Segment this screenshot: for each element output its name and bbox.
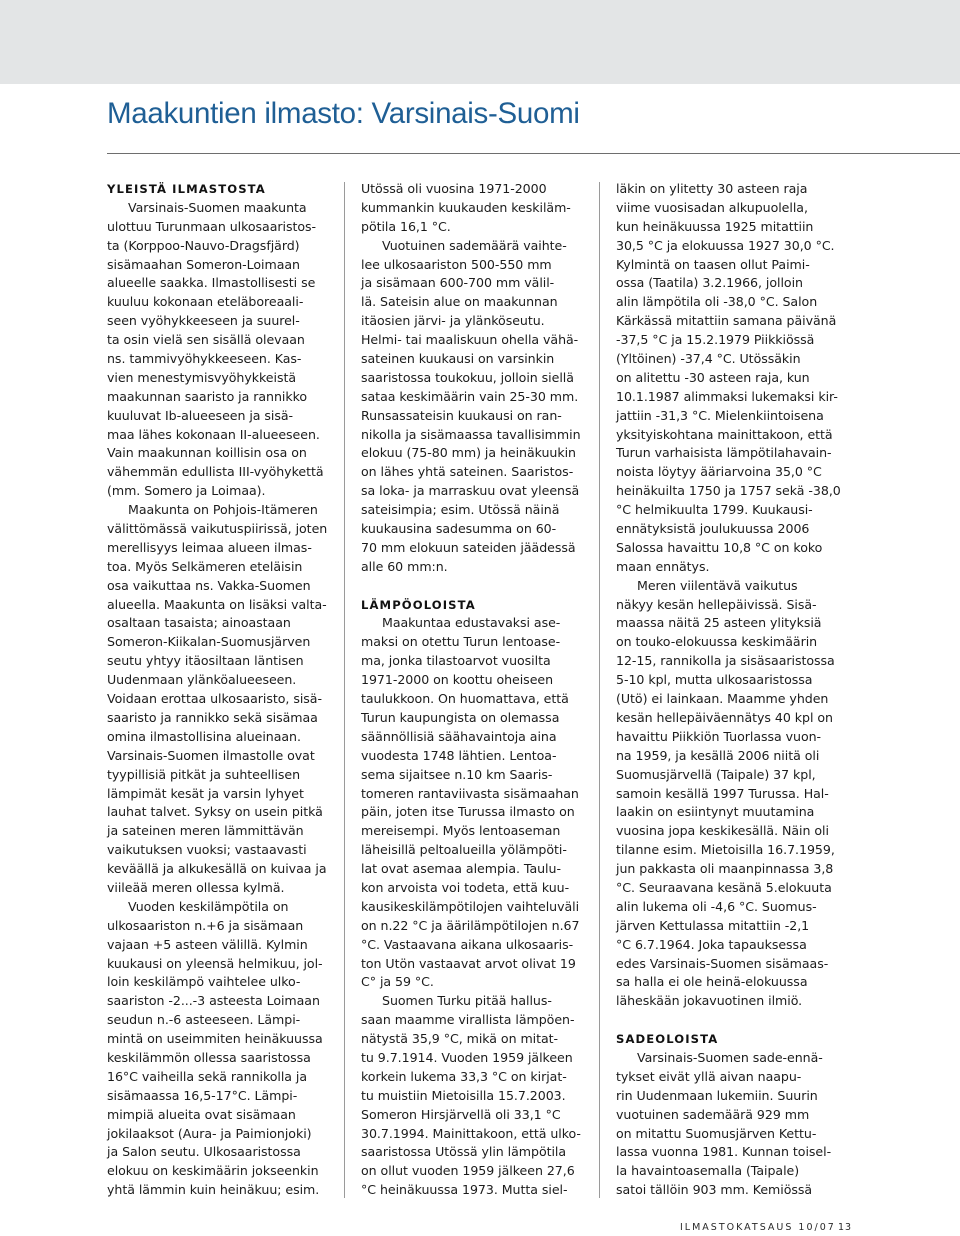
text-line: 1971-2000 on koottu oheiseen bbox=[361, 672, 554, 688]
text-line: lee ulkosaariston 500-550 mm bbox=[361, 256, 552, 272]
text-line: vaikutuksen vuoksi; vastaavasti bbox=[107, 842, 307, 858]
text-line: -37,5 °C ja 15.2.1979 Piikkiössä bbox=[616, 332, 815, 348]
text-line: Someron Hirsjärvellä oli 33,1 °C bbox=[361, 1106, 561, 1122]
text-line: sateinen kuukausi on varsinkin bbox=[361, 351, 555, 367]
text-line: keväällä ja alkukesällä on kuivaa ja bbox=[107, 861, 327, 877]
text-line: Helmi- tai maaliskuun ohella vähä- bbox=[361, 332, 579, 348]
text-line: kausikeskilämpötilojen vaihteluväli bbox=[361, 898, 580, 914]
text-line: mintä on useimmiten heinäkuussa bbox=[107, 1031, 323, 1047]
text-line: 12-15, rannikolla ja sisäsaaristossa bbox=[616, 653, 835, 669]
header-band bbox=[0, 0, 960, 84]
text-line: toa. Myös Selkämeren eteläisin bbox=[107, 558, 303, 574]
text-line: maan ennätys. bbox=[616, 558, 710, 574]
text-line: sa loka- ja marraskuu ovat yleensä bbox=[361, 483, 580, 499]
text-line: taulukkoon. On huomattava, että bbox=[361, 691, 569, 707]
text-line: saariston -2...-3 asteesta Loimaan bbox=[107, 993, 320, 1009]
text-line: sema sijaitsee n.10 km Saaris- bbox=[361, 766, 553, 782]
text-line: osa vaikuttaa ns. Vakka-Suomen bbox=[107, 577, 311, 593]
text-line: mimpiä alueita ovat sisämaan bbox=[107, 1106, 296, 1122]
text-line: rin Uudenmaan lukemiin. Suurin bbox=[616, 1087, 818, 1103]
text-line: viime vuosisadan alkupuolella, bbox=[616, 199, 808, 215]
text-line: (mm. Somero ja Loimaa). bbox=[107, 483, 266, 499]
text-line: Vuotuinen sademäärä vaihte- bbox=[382, 237, 567, 253]
text-line: Someron-Kiikalan-Suomusjärven bbox=[107, 634, 311, 650]
text-line: on mitattu Suomusjärven Kettu- bbox=[616, 1125, 817, 1141]
text-line: kuukausina sadesumma on 60- bbox=[361, 521, 557, 537]
text-line: lä. Sateisin alue on maakunnan bbox=[361, 294, 558, 310]
text-line: 5-10 kpl, mutta ulkosaaristossa bbox=[616, 672, 813, 688]
text-line: 10.1.1987 alimmaksi lukemaksi kir- bbox=[616, 388, 838, 404]
text-line: ma, jonka tilastoarvot vuosilta bbox=[361, 653, 551, 669]
text-line: Kärkässä mitattiin samana päivänä bbox=[616, 313, 837, 329]
text-line: alueella. Maakunta on lisäksi valta- bbox=[107, 596, 327, 612]
text-line: Varsinais-Suomen sade-ennä- bbox=[637, 1049, 823, 1065]
text-line: vajaan +5 asteen välillä. Kylmin bbox=[107, 936, 308, 952]
text-column-3 bbox=[616, 180, 860, 1200]
text-line: ton Utön vastaavat arvot olivat 19 bbox=[361, 955, 576, 971]
text-line: (Utö) ei lainkaan. Maamme yhden bbox=[616, 691, 829, 707]
text-line: kuuluu kokonaan eteläboreaali- bbox=[107, 294, 304, 310]
text-line: kummankin kuukauden keskiläm- bbox=[361, 199, 571, 215]
text-line: päin, joten itse Turussa ilmasto on bbox=[361, 804, 575, 820]
text-line: säännöllisiä säähavaintoja aina bbox=[361, 728, 557, 744]
text-line: lauhat talvet. Syksy on usein pitkä bbox=[107, 804, 323, 820]
text-line: alin lukema oli -4,6 °C. Suomus- bbox=[616, 898, 817, 914]
text-line: C° ja 59 °C. bbox=[361, 974, 434, 990]
text-line: Utössä oli vuosina 1971-2000 bbox=[361, 181, 547, 196]
text-line: korkein lukema 33,3 °C on kirjat- bbox=[361, 1068, 567, 1084]
text-line: ennätyksistä joulukuussa 2006 bbox=[616, 521, 810, 537]
text-line: Runsassateisin kuukausi on ran- bbox=[361, 407, 562, 423]
paragraph-gap bbox=[616, 1011, 860, 1030]
text-line: Maakuntaa edustavaksi ase- bbox=[382, 615, 561, 631]
text-line: vuotuinen sademäärä 929 mm bbox=[616, 1106, 810, 1122]
text-line: Meren viilentävä vaikutus bbox=[637, 577, 798, 593]
text-line: nikolla ja sisämaassa tavallisimmin bbox=[361, 426, 581, 442]
text-line: Uudenmaan ylänköalueeseen. bbox=[107, 672, 297, 688]
text-line: kesän hellepäiväennätys 40 kpl on bbox=[616, 709, 833, 725]
text-line: heinäkuilta 1750 ja 1757 sekä -38,0 bbox=[616, 483, 841, 499]
text-line: tomeren rantaviivasta sisämaahan bbox=[361, 785, 579, 801]
text-line: Turun kaupungista on olemassa bbox=[361, 709, 560, 725]
text-line: on n.22 °C ja äärilämpötilojen n.67 bbox=[361, 917, 580, 933]
text-line: viileää meren ollessa kylmä. bbox=[107, 879, 285, 895]
text-line: saaristossa toukokuu, jolloin siellä bbox=[361, 369, 574, 385]
text-line: osaltaan tasaista; ainoastaan bbox=[107, 615, 291, 631]
text-line: maassa näitä 25 asteen ylityksiä bbox=[616, 615, 822, 631]
text-line: läheisillä peltoalueilla yölämpöti- bbox=[361, 842, 567, 858]
text-line: ta osin vielä sen sisällä olevaan bbox=[107, 332, 305, 348]
text-line: kon arvoista voi todeta, että kuu- bbox=[361, 879, 570, 895]
text-line: itäosien järvi- ja ylänköseutu. bbox=[361, 313, 545, 329]
text-line: Suomusjärvellä (Taipale) 37 kpl, bbox=[616, 766, 816, 782]
text-line: vuodesta 1748 lähtien. Lentoa- bbox=[361, 747, 557, 763]
text-line: Varsinais-Suomen ilmastolle ovat bbox=[107, 747, 315, 763]
text-line: saaristossa Utössä ylin lämpötila bbox=[361, 1144, 567, 1160]
text-line: Vain maakunnan koillisin osa on bbox=[107, 445, 307, 461]
text-line: läheskään jokavuotinen ilmiö. bbox=[616, 993, 803, 1009]
text-line: noista löytyy ääriarvoina 35,0 °C bbox=[616, 464, 822, 480]
text-line: lassa vuonna 1981. Kunnan toisel- bbox=[616, 1144, 832, 1160]
text-line: samoin kesällä 1997 Turussa. Hal- bbox=[616, 785, 829, 801]
text-line: 70 mm elokuun sateiden jäädessä bbox=[361, 539, 576, 555]
text-line: °C. Seuraavana kesänä 5.elokuuta bbox=[616, 879, 832, 895]
text-line: 30,5 °C ja elokuussa 1927 30,0 °C. bbox=[616, 237, 835, 253]
text-line: jun pakkasta oli maanpinnassa 3,8 bbox=[616, 861, 834, 877]
text-line: Turun varhaisista lämpötilahavain- bbox=[616, 445, 832, 461]
text-line: alle 60 mm:n. bbox=[361, 558, 448, 574]
paragraph-gap bbox=[361, 577, 605, 596]
text-line: maa lähes kokonaan II-alueeseen. bbox=[107, 426, 320, 442]
text-line: sateisimpia; esim. Utössä näinä bbox=[361, 502, 560, 518]
text-line: mereisempi. Myös lentoaseman bbox=[361, 823, 561, 839]
text-line: saaristo ja rannikko sekä sisämaa bbox=[107, 709, 318, 725]
text-line: lämpimät kesät ja varsin lyhyet bbox=[107, 785, 304, 801]
page-title: Maakuntien ilmasto: Varsinais-Suomi bbox=[107, 97, 580, 130]
page-number: 13 bbox=[838, 1222, 853, 1233]
text-line: lat ovat asemaa alempia. Taulu- bbox=[361, 861, 561, 877]
text-line: välittömässä vaikutuspiirissä, joten bbox=[107, 521, 328, 537]
text-line: ja sisämaan 600-700 mm välil- bbox=[361, 275, 555, 291]
text-line: sisämaassa 16,5-17°C. Lämpi- bbox=[107, 1087, 298, 1103]
text-line: alin lämpötila oli -38,0 °C. Salon bbox=[616, 294, 818, 310]
section-heading: SADEOLOISTA bbox=[616, 1032, 719, 1047]
text-line: järven Kettulassa mitattiin -2,1 bbox=[616, 917, 810, 933]
text-line: kuukausi on yleensä helmikuu, jol- bbox=[107, 955, 323, 971]
text-line: ja Salon seutu. Ulkosaaristossa bbox=[107, 1144, 301, 1160]
title-rule bbox=[107, 153, 960, 154]
text-line: on ollut vuoden 1959 jälkeen 27,6 bbox=[361, 1163, 575, 1179]
text-line: laakin on esiintynyt muutamina bbox=[616, 804, 815, 820]
text-line: sa halla ei ole heinä-elokuussa bbox=[616, 974, 808, 990]
text-line: tykset eivät yllä aivan naapu- bbox=[616, 1068, 802, 1084]
section-heading: YLEISTÄ ILMASTOSTA bbox=[107, 182, 266, 196]
text-line: ossa (Taatila) 3.2.1966, jolloin bbox=[616, 275, 803, 291]
text-line: yksityiskohtana mainittakoon, että bbox=[616, 426, 833, 442]
text-line: 16°C vaiheilla sekä rannikolla ja bbox=[107, 1068, 308, 1084]
text-line: °C helmikuulta 1799. Kuukausi- bbox=[616, 502, 813, 518]
text-line: havaittu Piikkiön Tuorlassa vuon- bbox=[616, 728, 822, 744]
text-line: ulkosaariston n.+6 ja sisämaan bbox=[107, 917, 304, 933]
text-line: °C heinäkuussa 1973. Mutta siel- bbox=[361, 1182, 568, 1198]
text-line: nätystä 35,9 °C, mikä on mitat- bbox=[361, 1031, 559, 1047]
text-line: elokuu on keskimäärin jokseenkin bbox=[107, 1163, 319, 1179]
text-line: seudun n.-6 asteeseen. Lämpi- bbox=[107, 1012, 301, 1028]
text-line: vähemmän edullista III-vyöhykettä bbox=[107, 464, 324, 480]
text-line: kuuluvat Ib-alueeseen ja sisä- bbox=[107, 407, 294, 423]
text-line: edes Varsinais-Suomen sisämaas- bbox=[616, 955, 829, 971]
text-line: merellisyys leimaa alueen ilmas- bbox=[107, 539, 312, 555]
text-line: seutu yhtyy itäosiltaan läntisen bbox=[107, 653, 304, 669]
text-line: ulottuu Turunmaan ulkosaaristos- bbox=[107, 218, 317, 234]
text-line: (Yltöinen) -37,4 °C. Utössäkin bbox=[616, 351, 801, 367]
text-line: keskilämmön ollessa saaristossa bbox=[107, 1049, 311, 1065]
text-line: tu muistiin Mietoisilla 15.7.2003. bbox=[361, 1087, 566, 1103]
text-line: vuosina jopa keskikesällä. Näin oli bbox=[616, 823, 829, 839]
text-line: Maakunta on Pohjois-Itämeren bbox=[128, 502, 318, 518]
text-line: läkin on ylitetty 30 asteen raja bbox=[616, 181, 808, 196]
text-column-1 bbox=[107, 180, 351, 1200]
text-line: Suomen Turku pitää hallus- bbox=[382, 993, 552, 1009]
text-line: on alitettu -30 asteen raja, kun bbox=[616, 369, 810, 385]
text-line: sataa keskimäärin vain 25-30 mm. bbox=[361, 388, 579, 404]
text-line: Vuoden keskilämpötila on bbox=[128, 898, 289, 914]
text-line: tu 9.7.1914. Vuoden 1959 jälkeen bbox=[361, 1049, 573, 1065]
text-line: 30.7.1994. Mainittakoon, että ulko- bbox=[361, 1125, 581, 1141]
text-line: omina ilmastollisina alueinaan. bbox=[107, 728, 301, 744]
text-line: tyypillisiä pitkät ja suhteellisen bbox=[107, 766, 301, 782]
text-line: jattiin -31,3 °C. Mielenkiintoisena bbox=[616, 407, 824, 423]
text-line: Varsinais-Suomen maakunta bbox=[128, 199, 307, 215]
text-line: pötila 16,1 °C. bbox=[361, 218, 451, 234]
text-line: maakunnan saaristo ja rannikko bbox=[107, 388, 308, 404]
text-line: satoi tällöin 903 mm. Kemiössä bbox=[616, 1182, 813, 1198]
text-line: ta (Korppoo-Nauvo-Dragsfjärd) bbox=[107, 237, 300, 253]
text-line: Voidaan erottaa ulkosaaristo, sisä- bbox=[107, 691, 322, 707]
footer-publication: ILMASTOKATSAUS 10/07 bbox=[680, 1222, 836, 1233]
text-line: vien menestymisvyöhykkeistä bbox=[107, 369, 297, 385]
text-column-2 bbox=[361, 180, 605, 1200]
text-line: on touko-elokuussa keskimäärin bbox=[616, 634, 818, 650]
text-line: yhtä lämmin kuin heinäkuu; esim. bbox=[107, 1182, 320, 1198]
text-line: ns. tammivyöhykkeeseen. Kas- bbox=[107, 351, 302, 367]
text-line: loin keskilämpö vaihtelee ulko- bbox=[107, 974, 301, 990]
text-line: °C 6.7.1964. Joka tapauksessa bbox=[616, 936, 807, 952]
text-line: tilanne esim. Mietoisilla 16.7.1959, bbox=[616, 842, 835, 858]
text-line: Salossa havaittu 10,8 °C on koko bbox=[616, 539, 823, 555]
text-line: ja sateinen meren lämmittävän bbox=[107, 823, 304, 839]
text-line: alueelle saakka. Ilmastollisesti se bbox=[107, 275, 316, 291]
text-line: kun heinäkuussa 1925 mitattiin bbox=[616, 218, 814, 234]
text-line: maksi on otettu Turun lentoase- bbox=[361, 634, 561, 650]
text-line: °C. Vastaavana aikana ulkosaaris- bbox=[361, 936, 574, 952]
text-line: sisämaahan Someron-Loimaan bbox=[107, 256, 300, 272]
text-line: seen vyöhykkeeseen ja suurel- bbox=[107, 313, 300, 329]
text-line: näkyy kesän hellepäivissä. Sisä- bbox=[616, 596, 817, 612]
text-line: on lähes yhtä sateinen. Saaristos- bbox=[361, 464, 574, 480]
text-line: na 1959, ja kesällä 2006 niitä oli bbox=[616, 747, 820, 763]
text-line: elokuu (75-80 mm) ja heinäkuukin bbox=[361, 445, 576, 461]
text-line: Kylmintä on taasen ollut Paimi- bbox=[616, 256, 810, 272]
text-line: la havaintoasemalla (Taipale) bbox=[616, 1163, 800, 1179]
text-line: jokilaaksot (Aura- ja Paimionjoki) bbox=[107, 1125, 312, 1141]
section-heading: LÄMPÖOLOISTA bbox=[361, 597, 476, 612]
text-line: saan maamme virallista lämpöen- bbox=[361, 1012, 575, 1028]
